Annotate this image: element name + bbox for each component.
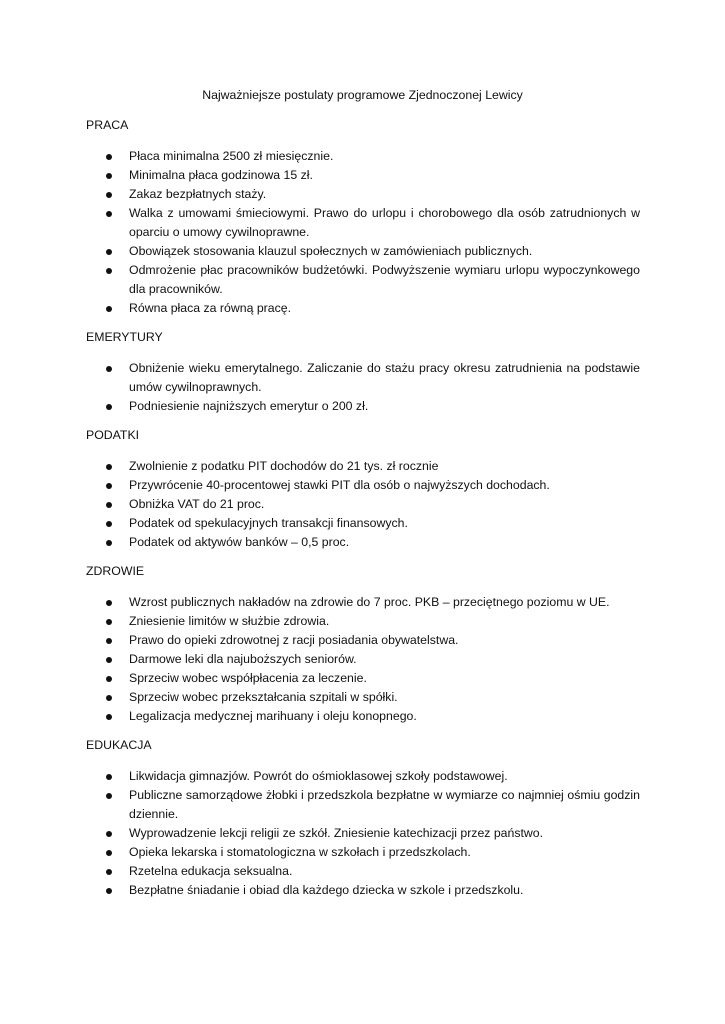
list-item-text: Walka z umowami śmieciowymi. Prawo do urlopu i chorobowego dla osób zatrudnionych w oparciu o umowy cywilnoprawne. <box>129 206 640 239</box>
section-edukacja <box>86 736 640 900</box>
section-emerytury <box>86 328 640 416</box>
list-item <box>129 533 640 552</box>
list-item-text: Przywrócenie 40-procentowej stawki PIT dla osób o najwyższych dochodach. <box>129 478 550 492</box>
bullet-icon <box>106 600 112 606</box>
section-podatki <box>86 426 640 552</box>
document-title: Najważniejsze postulaty programowe Zjednoczonej Lewicy <box>202 88 523 102</box>
bullet-icon <box>106 464 112 470</box>
section-heading: PRACA <box>86 118 129 132</box>
list-item <box>129 862 640 881</box>
list-item-text: Podatek od aktywów banków – 0,5 proc. <box>129 535 350 549</box>
list-item <box>129 514 640 533</box>
list-item-text: Zakaz bezpłatnych staży. <box>129 187 267 201</box>
list-item <box>129 299 640 318</box>
list-item <box>129 881 640 900</box>
list-item-text: Obniżenie wieku emerytalnego. Zaliczanie do stażu pracy okresu zatrudnienia na podstawie umów cywilnoprawnych. <box>129 361 640 394</box>
bullet-icon <box>106 192 112 198</box>
list-item <box>129 707 640 726</box>
list-item <box>129 767 640 786</box>
bullet-icon <box>106 676 112 682</box>
bullet-icon <box>106 502 112 508</box>
list-item-text: Likwidacja gimnazjów. Powrót do ośmioklasowej szkoły podstawowej. <box>129 769 508 783</box>
bullet-icon <box>106 714 112 720</box>
section-heading: PODATKI <box>86 428 140 442</box>
bullet-list <box>86 767 640 900</box>
bullet-icon <box>106 869 112 875</box>
bullet-icon <box>106 619 112 625</box>
list-item-text: Legalizacja medycznej marihuany i oleju konopnego. <box>129 709 417 723</box>
list-item-text: Obniżka VAT do 21 proc. <box>129 497 265 511</box>
list-item-text: Odmrożenie płac pracowników budżetówki. Podwyższenie wymiaru urlopu wypoczynkowego dla pracowników. <box>129 263 640 296</box>
list-item-text: Podniesienie najniższych emerytur o 200 zł. <box>129 399 369 413</box>
list-item <box>129 593 640 612</box>
bullet-icon <box>106 774 112 780</box>
list-item-text: Bezpłatne śniadanie i obiad dla każdego dziecka w szkole i przedszkolu. <box>129 883 524 897</box>
bullet-icon <box>106 249 112 255</box>
list-item <box>129 824 640 843</box>
bullet-list <box>86 593 640 726</box>
list-item-text: Publiczne samorządowe żłobki i przedszkola bezpłatne w wymiarze co najmniej ośmiu godzin dziennie. <box>129 788 640 821</box>
bullet-icon <box>106 366 112 372</box>
list-item <box>129 843 640 862</box>
list-item-text: Opieka lekarska i stomatologiczna w szkołach i przedszkolach. <box>129 845 471 859</box>
bullet-icon <box>106 850 112 856</box>
list-item-text: Obowiązek stosowania klauzul społecznych w zamówieniach publicznych. <box>129 244 533 258</box>
list-item <box>129 476 640 495</box>
bullet-icon <box>106 521 112 527</box>
list-item <box>129 204 640 242</box>
list-item-text: Prawo do opieki zdrowotnej z racji posiadania obywatelstwa. <box>129 633 459 647</box>
bullet-icon <box>106 695 112 701</box>
list-item <box>129 669 640 688</box>
list-item-text: Płaca minimalna 2500 zł miesięcznie. <box>129 149 334 163</box>
list-item <box>129 185 640 204</box>
list-item-text: Minimalna płaca godzinowa 15 zł. <box>129 168 313 182</box>
bullet-icon <box>106 154 112 160</box>
list-item-text: Zwolnienie z podatku PIT dochodów do 21 tys. zł rocznie <box>129 459 439 473</box>
bullet-icon <box>106 268 112 274</box>
bullet-icon <box>106 831 112 837</box>
bullet-icon <box>106 173 112 179</box>
bullet-icon <box>106 483 112 489</box>
section-heading: ZDROWIE <box>86 564 145 578</box>
bullet-icon <box>106 793 112 799</box>
list-item <box>129 147 640 166</box>
list-item <box>129 786 640 824</box>
list-item <box>129 650 640 669</box>
list-item-text: Sprzeciw wobec przekształcania szpitali w spółki. <box>129 690 398 704</box>
bullet-icon <box>106 306 112 312</box>
list-item-text: Darmowe leki dla najuboższych seniorów. <box>129 652 357 666</box>
bullet-list <box>86 147 640 318</box>
list-item <box>129 612 640 631</box>
bullet-icon <box>106 211 112 217</box>
list-item <box>129 495 640 514</box>
list-item-text: Wzrost publicznych nakładów na zdrowie do 7 proc. PKB – przeciętnego poziomu w UE. <box>129 595 610 609</box>
list-item <box>129 457 640 476</box>
document-content <box>86 116 640 910</box>
list-item-text: Sprzeciw wobec współpłacenia za leczenie. <box>129 671 367 685</box>
list-item-text: Wyprowadzenie lekcji religii ze szkół. Zniesienie katechizacji przez państwo. <box>129 826 544 840</box>
list-item <box>129 688 640 707</box>
bullet-list <box>86 457 640 552</box>
bullet-icon <box>106 657 112 663</box>
bullet-icon <box>106 638 112 644</box>
section-praca <box>86 116 640 318</box>
list-item <box>129 166 640 185</box>
section-heading: EMERYTURY <box>86 330 163 344</box>
list-item-text: Rzetelna edukacja seksualna. <box>129 864 293 878</box>
bullet-icon <box>106 888 112 894</box>
section-zdrowie <box>86 562 640 726</box>
list-item-text: Równa płaca za równą pracę. <box>129 301 291 315</box>
list-item <box>129 397 640 416</box>
bullet-icon <box>106 404 112 410</box>
section-heading: EDUKACJA <box>86 738 152 752</box>
list-item <box>129 261 640 299</box>
list-item-text: Podatek od spekulacyjnych transakcji finansowych. <box>129 516 408 530</box>
list-item <box>129 242 640 261</box>
list-item-text: Zniesienie limitów w służbie zdrowia. <box>129 614 330 628</box>
bullet-icon <box>106 540 112 546</box>
list-item <box>129 631 640 650</box>
bullet-list <box>86 359 640 416</box>
list-item <box>129 359 640 397</box>
